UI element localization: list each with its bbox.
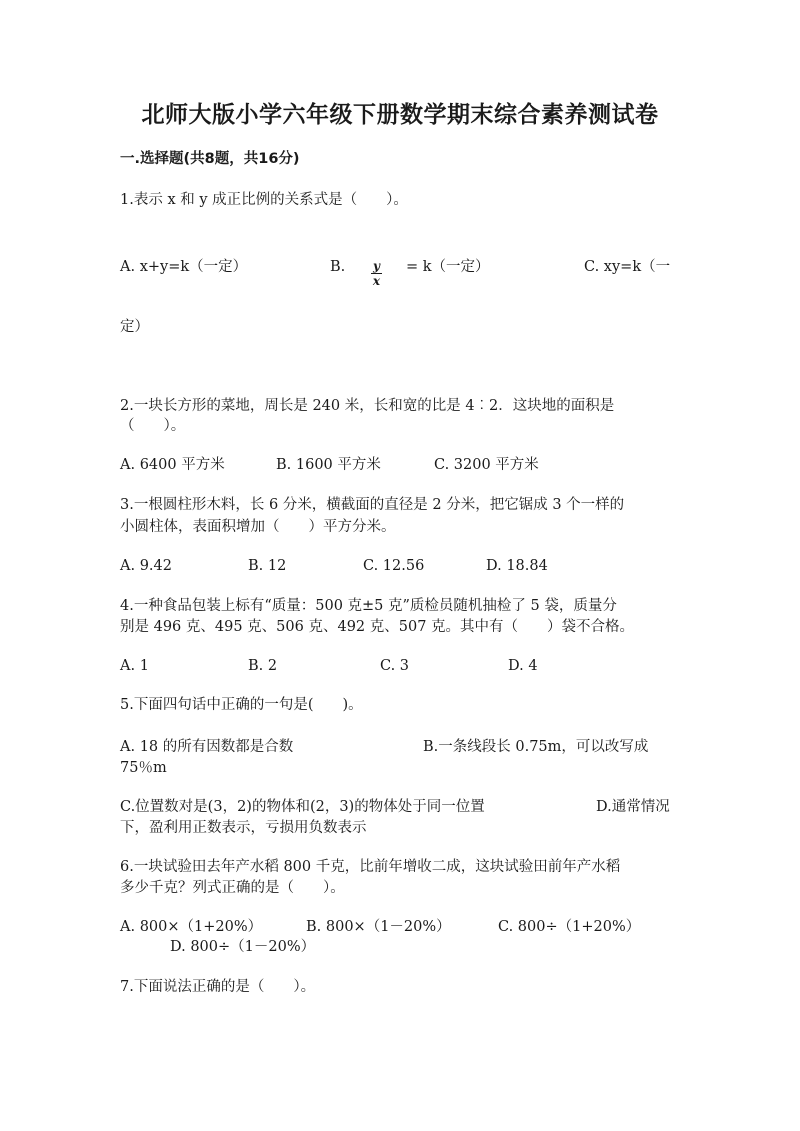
fraction-numerator: y (373, 259, 380, 273)
question-5-option-a: A. 18 的所有因数都是合数 (120, 739, 294, 755)
question-1-option-c-continued: 定） (120, 319, 149, 335)
question-3-option-b: B. 12 (248, 558, 287, 574)
question-3-stem-line-2: 小圆柱体，表面积增加（ ）平方分米。 (120, 519, 396, 535)
question-4-option-a: A. 1 (120, 658, 149, 674)
question-5-option-b: B.一条线段长 0.75m，可以改写成 (423, 739, 649, 755)
question-1-stem: 1.表示 x 和 y 成正比例的关系式是（ ）。 (120, 192, 408, 208)
question-4-stem-line-1: 4.一种食品包装上标有“质量：500 克±5 克”质检员随机抽检了 5 袋，质量分 (120, 598, 617, 614)
question-5-option-c: C.位置数对是(3，2)的物体和(2，3)的物体处于同一位置 (120, 799, 485, 815)
question-5-option-d-continued: 下，盈利用正数表示，亏损用负数表示 (120, 820, 367, 836)
question-6-stem-line-1: 6.一块试验田去年产水稻 800 千克，比前年增收二成，这块试验田前年产水稻 (120, 859, 621, 875)
question-4-option-c: C. 3 (380, 658, 410, 674)
question-2-stem-line-2: （ ）。 (120, 418, 186, 434)
question-5-option-d: D.通常情况 (596, 799, 670, 815)
question-3-option-c: C. 12.56 (363, 558, 425, 574)
question-7-stem: 7.下面说法正确的是（ ）。 (120, 979, 316, 995)
question-1-option-b-text: = k（一定） (406, 259, 490, 275)
question-6-option-b: B. 800×（1－20%） (306, 919, 451, 935)
question-4-option-d: D. 4 (508, 658, 538, 674)
fraction-denominator: x (372, 274, 381, 288)
question-2-stem-line-1: 2.一块长方形的菜地，周长是 240 米，长和宽的比是 4︰2．这块地的面积是 (120, 398, 615, 414)
question-4-stem-line-2: 别是 496 克、495 克、506 克、492 克、507 克。其中有（ ）袋不合格。 (120, 619, 635, 635)
question-1-option-a: A. x+y=k（一定） (120, 259, 248, 275)
question-5-stem: 5.下面四句话中正确的一句是( )。 (120, 697, 363, 713)
question-3-option-a: A. 9.42 (120, 558, 172, 574)
question-2-option-c: C. 3200 平方米 (434, 457, 539, 473)
question-2-option-b: B. 1600 平方米 (276, 457, 381, 473)
question-2-option-a: A. 6400 平方米 (120, 457, 225, 473)
page-title: 北师大版小学六年级下册数学期末综合素养测试卷 (141, 102, 659, 128)
question-6-option-c: C. 800÷（1+20%） (498, 919, 641, 935)
question-4-option-b: B. 2 (248, 658, 278, 674)
question-6-option-d: D. 800÷（1－20%） (170, 939, 316, 955)
question-1-option-c: C. xy=k（一 (584, 259, 671, 275)
section-heading: 一.选择题(共8题，共16分) (120, 151, 300, 167)
question-1-option-b-label: B. (330, 259, 346, 275)
question-6-option-a: A. 800×（1+20%） (120, 919, 263, 935)
question-1-option-b-fraction (371, 255, 382, 287)
question-6-stem-line-2: 多少千克？列式正确的是（ ）。 (120, 880, 345, 896)
question-5-option-b-continued: 75％m (120, 760, 167, 776)
question-3-stem-line-1: 3.一根圆柱形木料，长 6 分米，横截面的直径是 2 分米，把它锯成 3 个一样的 (120, 497, 625, 513)
question-3-option-d: D. 18.84 (486, 558, 548, 574)
